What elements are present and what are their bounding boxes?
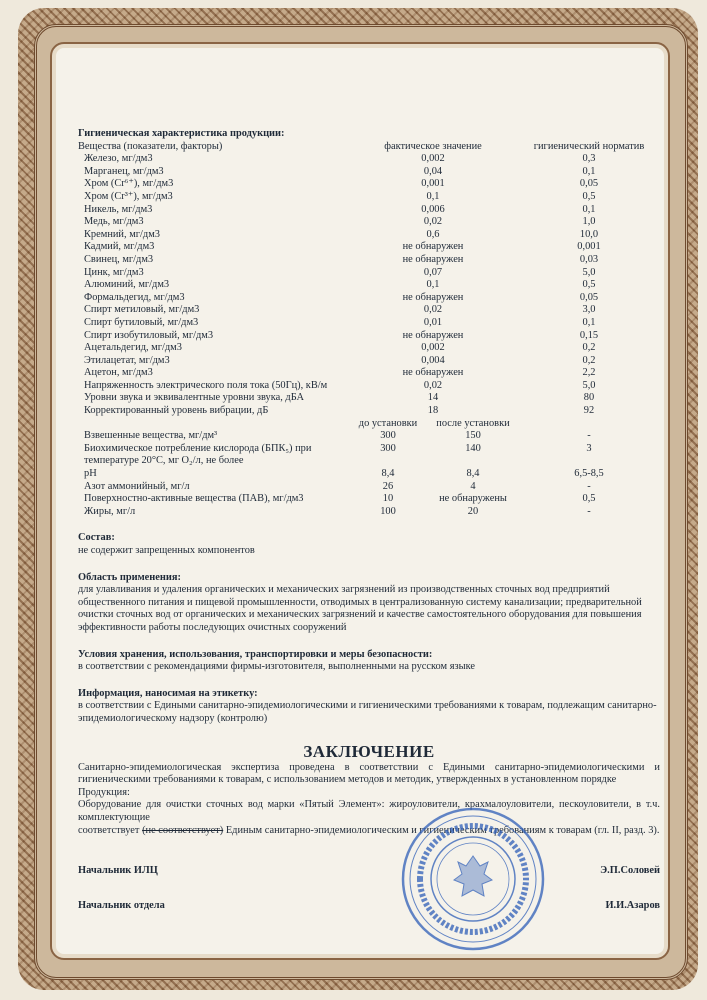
table-row [78, 367, 660, 380]
label-info-title: Информация, наносимая на этикетку: [78, 687, 258, 699]
actual-value: 0,07 [423, 266, 443, 278]
actual-value: не обнаружен [402, 329, 464, 341]
substance-name: Спирт изобутиловый, мг/дм3 [84, 329, 214, 341]
actual-value: 0,006 [421, 203, 445, 215]
signature-name: Э.П.Соловей [600, 865, 660, 877]
actual-value: не обнаружен [402, 241, 464, 253]
substance-name: Цинк, мг/дм3 [84, 266, 144, 278]
conclusion-compliance [78, 825, 660, 838]
substance-name: Биохимическое потребление кислорода (БПК₅) при температуре 20°С, мг О₂/л, не более [84, 442, 312, 467]
table-row [78, 405, 660, 418]
table-row [78, 229, 660, 242]
table-row [78, 443, 660, 468]
substance-name: Уровни звука и эквивалентные уровни звука, дБА [84, 392, 305, 404]
table-row [78, 468, 660, 481]
table-row [78, 380, 660, 393]
before-value: 8,4 [381, 468, 395, 480]
substance-name: Спирт метиловый, мг/дм3 [84, 304, 200, 316]
actual-value: не обнаружен [402, 291, 464, 303]
signature-name: И.И.Азаров [605, 900, 660, 912]
table-row [78, 317, 660, 330]
substance-name: Жиры, мг/л [84, 505, 136, 517]
norm-value: 1,0 [582, 216, 596, 228]
actual-value: 0,1 [426, 279, 440, 291]
substance-name: Этилацетат, мг/дм3 [84, 354, 170, 366]
after-value: 20 [467, 505, 479, 517]
substance-name: Корректированный уровень вибрации, дБ [84, 405, 269, 417]
noncompliance-struck: (не соответствует) [142, 824, 224, 836]
after-value: 4 [470, 480, 476, 492]
norm-value: 6,5-8,5 [574, 468, 604, 480]
header-before: до установки [358, 417, 418, 429]
storage-text: в соответствии с рекомендациями фирмы-изготовителя, выполненными на русском языке [78, 661, 475, 673]
substance-name: Хром (Cr⁶⁺), мг/дм3 [84, 178, 174, 190]
actual-value: 0,04 [423, 165, 443, 177]
norm-value: 2,2 [582, 367, 596, 379]
table-row [78, 392, 660, 405]
norm-value: 3 [586, 442, 592, 454]
table-row [78, 292, 660, 305]
substance-name: Взвешенные вещества, мг/дм³ [84, 430, 218, 442]
table-row [78, 430, 660, 443]
actual-value: 0,002 [421, 342, 445, 354]
substance-name: Кадмий, мг/дм3 [84, 241, 155, 253]
composition-title: Состав: [78, 532, 115, 544]
after-value: не обнаружены [439, 493, 507, 505]
table-row [78, 191, 660, 204]
substance-name: Ацетон, мг/дм3 [84, 367, 153, 379]
actual-value: 0,02 [423, 304, 443, 316]
substance-name: Свинец, мг/дм3 [84, 253, 154, 265]
table-row [78, 355, 660, 368]
official-stamp-seal [398, 804, 548, 954]
norm-value: 0,001 [577, 241, 601, 253]
scope-text: для улавливания и удаления органических и механических загрязнений из производственных сточных вод предприятий общественного питания и пищевой промышленности, отводимых в централизованную систему канализации; предварительной очистки сточных вод от органических и механических загрязнений и качестве самостоятельного оборудования для повышения эффективности работы последующих очистных сооружений [78, 584, 642, 633]
substance-name: Железо, мг/дм3 [84, 153, 153, 165]
signature-role: Начальник отдела [78, 900, 165, 912]
table-row [78, 304, 660, 317]
actual-value: 0,6 [426, 228, 440, 240]
hygiene-table [78, 141, 660, 519]
substance-name: Ацетальдегид, мг/дм3 [84, 342, 182, 354]
actual-value: не обнаружен [402, 367, 464, 379]
after-value: 150 [465, 430, 481, 442]
actual-value: 18 [427, 405, 439, 417]
norm-value: 5,0 [582, 379, 596, 391]
header-substance: Вещества (показатели, факторы) [78, 140, 223, 152]
norm-value: 0,5 [582, 493, 596, 505]
substance-name: Алюминий, мг/дм3 [84, 279, 170, 291]
substance-name: Никель, мг/дм3 [84, 203, 153, 215]
before-value: 26 [382, 480, 394, 492]
compliance-rest: Единым санитарно-эпидемиологическим и гигиеническим требованиям к товарам (гл. II, разд. 3). [225, 824, 660, 836]
actual-value: 0,02 [423, 216, 443, 228]
actual-value: 14 [427, 392, 439, 404]
actual-value: 0,01 [423, 316, 443, 328]
before-value: 100 [380, 505, 396, 517]
before-value: 300 [380, 442, 396, 454]
substance-name: Спирт бутиловый, мг/дм3 [84, 316, 199, 328]
conclusion-paragraph: Санитарно-эпидемиологическая экспертиза проведена в соответствии с Едиными санитарно-эпидемиологическими и гигиеническими требованиями к товарам, с использованием методов и методик, утвержденных в установленном порядке [78, 761, 660, 786]
norm-value: 5,0 [582, 266, 596, 278]
norm-value: - [587, 505, 591, 517]
norm-value: 0,5 [582, 190, 596, 202]
after-value: 8,4 [466, 468, 480, 480]
table-row [78, 254, 660, 267]
actual-value: 0,1 [426, 190, 440, 202]
header-after: после установки [436, 417, 510, 429]
compliance-word: соответствует [78, 824, 140, 836]
norm-value: - [587, 430, 591, 442]
substance-name: Кремний, мг/дм3 [84, 228, 160, 240]
actual-value: 0,004 [421, 354, 445, 366]
table-row [78, 493, 660, 506]
norm-value: 0,2 [582, 354, 596, 366]
norm-value: 0,05 [579, 291, 599, 303]
table-row [78, 216, 660, 229]
storage-title: Условия хранения, использования, транспортировки и меры безопасности: [78, 648, 433, 660]
norm-value: 0,05 [579, 178, 599, 190]
header-actual: фактическое значение [384, 140, 482, 152]
norm-value: 0,03 [579, 253, 599, 265]
substance-name: Хром (Cr³⁺), мг/дм3 [84, 190, 173, 202]
substance-name: Азот аммонийный, мг/л [84, 480, 190, 492]
actual-value: 0,02 [423, 379, 443, 391]
norm-value: 80 [583, 392, 595, 404]
actual-value: 0,002 [421, 153, 445, 165]
actual-value: не обнаружен [402, 253, 464, 265]
table-row [78, 481, 660, 494]
norm-value: 0,15 [579, 329, 599, 341]
norm-value: 92 [583, 405, 595, 417]
conclusion-product-label: Продукция: [78, 786, 130, 798]
conclusion-product: Оборудование для очистки сточных вод марки «Пятый Элемент»: жироуловители, крахмалоуловители, пескоуловители, в т.ч. комплектующие [78, 799, 660, 823]
table-row [78, 178, 660, 191]
table-row [78, 267, 660, 280]
signature-line-dept [78, 900, 660, 913]
norm-value: 0,1 [582, 203, 596, 215]
substance-name: Формальдегид, мг/дм3 [84, 291, 185, 303]
after-value: 140 [465, 442, 481, 454]
norm-value: 0,5 [582, 279, 596, 291]
substance-name: Напряженность электрического поля тока (50Гц), кВ/м [84, 379, 328, 391]
before-value: 10 [382, 493, 394, 505]
actual-value: 0,001 [421, 178, 445, 190]
table-row [78, 204, 660, 217]
certificate-content [78, 128, 660, 913]
composition-text: не содержит запрещенных компонентов [78, 545, 255, 556]
table-row [78, 342, 660, 355]
hygiene-title: Гигиеническая характеристика продукции: [78, 128, 285, 139]
norm-value: 3,0 [582, 304, 596, 316]
table-row [78, 153, 660, 166]
substance-name: Медь, мг/дм3 [84, 216, 144, 228]
table-row [78, 279, 660, 292]
table-row [78, 241, 660, 254]
table-row [78, 506, 660, 519]
header-norm: гигиенический норматив [533, 140, 645, 152]
norm-value: 0,2 [582, 342, 596, 354]
substance-name: Марганец, мг/дм3 [84, 165, 164, 177]
norm-value: 0,1 [582, 316, 596, 328]
scope-title: Область применения: [78, 571, 181, 583]
table-row [78, 166, 660, 179]
label-info-text: в соответствии с Едиными санитарно-эпидемиологическими и гигиеническими требованиями к товарам, подлежащим санитарно-эпидемиологическому надзору (контролю) [78, 700, 657, 724]
norm-value: - [587, 480, 591, 492]
signature-role: Начальник ИЛЦ [78, 865, 158, 877]
table-row [78, 330, 660, 343]
conclusion-title: ЗАКЛЮЧЕНИЕ [303, 741, 435, 761]
norm-value: 10,0 [579, 228, 599, 240]
sub-header-row [78, 418, 660, 431]
signature-line-ilc [78, 865, 660, 878]
norm-value: 0,1 [582, 165, 596, 177]
substance-name: pH [84, 468, 97, 480]
norm-value: 0,3 [582, 153, 596, 165]
substance-name: Поверхностно-активные вещества (ПАВ), мг/дм3 [84, 493, 304, 505]
table-header-row [78, 141, 660, 154]
before-value: 300 [380, 430, 396, 442]
